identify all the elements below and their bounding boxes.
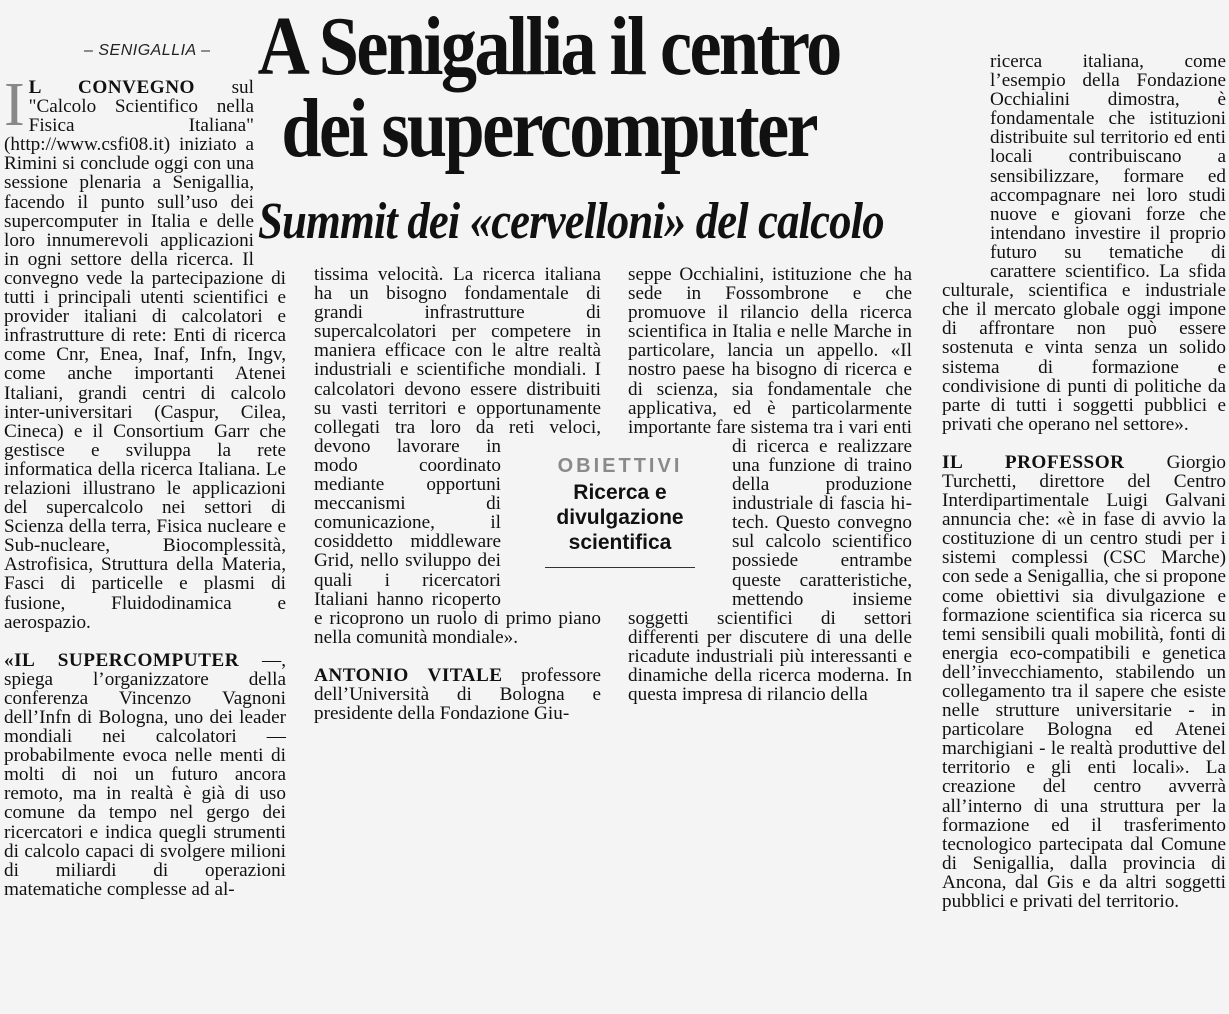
lead-in-professor: IL PROFESSOR xyxy=(942,451,1125,473)
paragraph-supercomputer-text: —, spiega l’organizzatore della conferenza Vincenzo Vagnoni dell’Infn di Bologna, uno dei leader mondiali nei calcolatori — probabilmente evoca nelle menti di molti di noi un futuro ancora remoto, ma in realtà è già di uso comune da tempo nel gergo dei ricercatori e indica quegli strumenti di calcolo capaci di svolgere milioni di miliardi di operazioni matematiche complesse ad al- xyxy=(4,649,287,900)
article-subheadline: Summit dei «cervelloni» del calcolo xyxy=(258,193,884,250)
article-column-1 xyxy=(4,71,287,900)
article-column-3 xyxy=(628,265,912,704)
paragraph-ricerca-italiana-text: ricerca italiana, come l’esempio della Fondazione Occhialini dimostra, è fondamentale che istituzioni distribuite sul territorio ed enti locali contribuiscano a sensibilizzare, formare ed accompagnare nei loro studi nuove e giovani forze che intendano investire il proprio futuro su tematiche di carattere scientifico. La sfida culturale, scientifica e industriale che il mercato globale oggi impone di affrontare non può essere sostenuta e vinta senza un solido sistema di formazione e condivisione di punti di politiche da parte di tutti i soggetti pubblici e privati che operano nel settore». xyxy=(942,51,1226,435)
paragraph-occhialini-text: seppe Occhialini, istituzione che ha sede in Fossombrone e che promuove il rilancio della ricerca scientifica in Italia e nelle Marche in particolare, lancia un appello. «Il nostro paese ha bisogno di ricerca e di scienza, sia fondamentale che applicativa, ed è particolarmente importante fare sistema tra i vari enti di ricerca e realizzare una funzione di traino della produzione industriale di fascia hi-tech. Questo convegno sul calcolo scientifico possiede entrambe queste caratteristiche, mettendo insieme soggetti scientifici di settori differenti per discutere di una delle ricadute industriali più interessanti e dinamiche della ricerca moderna. In questa impresa di rilancio della xyxy=(628,264,912,706)
lead-in-convegno: L CONVEGNO xyxy=(28,77,195,98)
lead-in-vitale: ANTONIO VITALE xyxy=(314,664,503,686)
paragraph-intro xyxy=(4,71,286,633)
sidebar-box-label: OBIETTIVI xyxy=(557,455,683,477)
paragraph-intro-text: sul "Calcolo Scientifico nella Fisica Italiana" (http://www.csfi08.it) iniziato a Rimini si conclude oggi con una sessione plenaria a Senigallia, facendo il punto sull’uso dei supercomputer in Italia e delle loro innumerevoli applicazioni in ogni settore della ricerca. Il convegno vede la partecipazione di tutti i principali utenti scientifici e provider italiani di calcolatori e infrastrutture di rete: Enti di ricerca come Cnr, Enea, Inaf, Infn, Ingv, come anche importanti Atenei Italiani, grandi centri di calcolo inter-universitari (Caspur, Cilea, Cineca) e il Consortium Garr che gestisce e sviluppa la rete informatica della ricerca Italiana. Le relazioni illustrano le applicazioni del supercalcolo nei settori di Scienza della terra, Fisica nucleare e Sub-nucleare, Biocomplessità, Astrofisica, Struttura della Materia, Fasci di particelle e plasmi di fusione, Fluidodinamica e aerospazio. xyxy=(4,77,286,633)
paragraph-vitale xyxy=(314,666,601,723)
paragraph-professor xyxy=(942,453,1226,911)
paragraph-supercomputer xyxy=(4,651,286,899)
paragraph-velocita-text: tissima velocità. La ricerca italiana ha un bisogno fondamentale di grandi infrastrutture di supercalcolatori per competere in maniera efficace con le altre realtà industriali e scientifiche mondiali. I calcolatori devono essere distribuiti su vasti territori e opportunamente collegati tra loro da reti veloci, devono lavorare in modo coordinato mediante opportuni meccanismi di comunicazione, il cosiddetto middleware Grid, nello sviluppo dei quali i ricercatori Italiani hanno ricoperto e ricoprono un ruolo di primo piano nella comunità mondiale». xyxy=(314,264,601,648)
drop-cap: I xyxy=(4,71,25,139)
paragraph-professor-text: Giorgio Turchetti, direttore del Centro Interdipartimentale Luigi Galvani annuncia che: «è in fase di avvio la costituzione di un centro studi per i sistemi complessi (CSC Marche) con sede a Senigallia, che si propone come obiettivi sia divulgazione e formazione scientifica sia ricerca su temi sensibili quali mobilità, fonti di energia eco-compatibili e genetica dell’invecchiamento, stabilendo un collegamento tra il sapere che esiste nelle strutture universitarie - in particolare Bologna ed Atenei marchigiani - le realtà produttive del territorio e gli enti locali». La creazione del centro avverrà all’interno di una struttura per la formazione ed il trasferimento tecnologico partecipata dal Comune di Senigallia, dalla provincia di Ancona, dal Gis e da altri soggetti pubblici e privati del territorio. xyxy=(942,451,1226,913)
sidebar-box-title: Ricerca e divulgazione scientifica xyxy=(556,481,684,554)
article-headline: A Senigallia il centro dei supercomputer xyxy=(257,0,840,175)
paragraph-vitale-text: professore dell’Università di Bologna e presidente della Fondazione Giu- xyxy=(314,664,601,725)
article-column-4 xyxy=(942,52,1226,911)
section-kicker: – SENIGALLIA – xyxy=(84,42,211,59)
lead-in-supercomputer: «IL SUPERCOMPUTER xyxy=(4,649,240,671)
